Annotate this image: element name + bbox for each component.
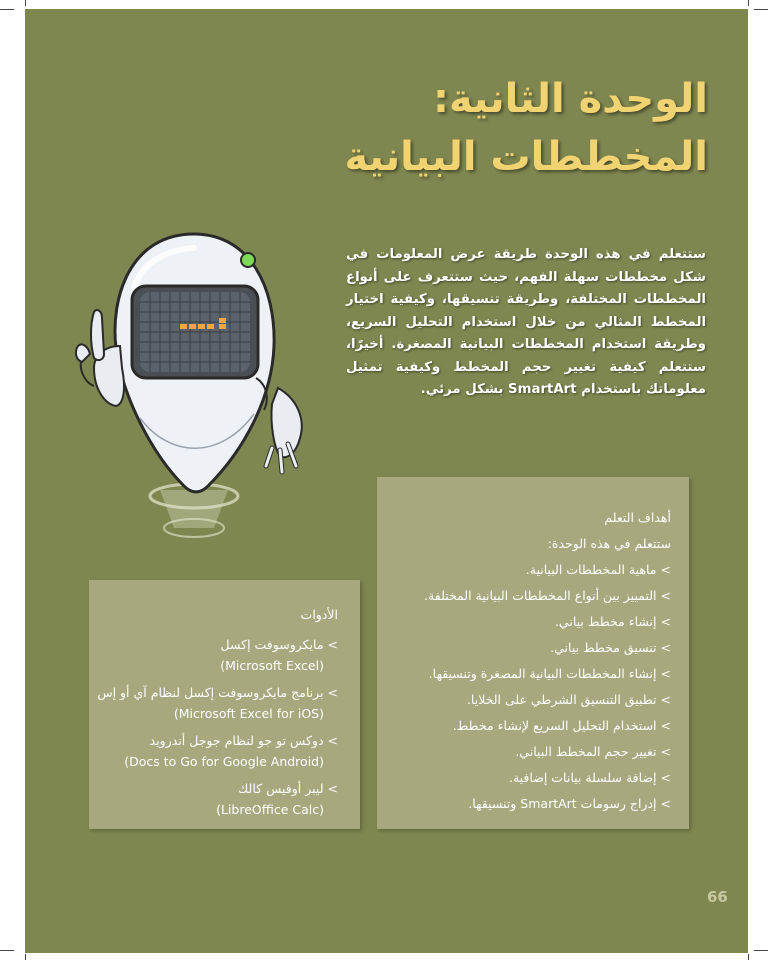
tool-name: مايكروسوفت إكسل bbox=[220, 637, 324, 652]
tool-item bbox=[89, 634, 338, 676]
crop-mark bbox=[754, 9, 768, 10]
crop-mark bbox=[748, 954, 749, 960]
bullet-marker: > bbox=[660, 770, 671, 785]
goal-item: >إدراج رسومات SmartArt وتنسيقها. bbox=[468, 796, 671, 811]
tool-item bbox=[89, 682, 338, 724]
crop-mark bbox=[754, 950, 768, 951]
tool-name-en: (Docs to Go for Google Android) bbox=[124, 754, 324, 769]
tools-list bbox=[89, 634, 338, 820]
tool-name: برنامج مايكروسوفت إكسل لنظام آي أو إس bbox=[97, 685, 324, 700]
goal-item: >إنشاء مخطط بياني. bbox=[554, 614, 671, 629]
tool-name-en: (Microsoft Excel) bbox=[220, 658, 324, 673]
bullet-marker: > bbox=[327, 733, 338, 748]
bullet-marker: > bbox=[660, 744, 671, 759]
goals-heading: أهداف التعلم bbox=[604, 510, 671, 525]
tool-item bbox=[89, 730, 338, 772]
bullet-marker: > bbox=[660, 562, 671, 577]
bullet-marker: > bbox=[327, 781, 338, 796]
bullet-marker: > bbox=[660, 796, 671, 811]
bullet-marker: > bbox=[660, 640, 671, 655]
goal-item: >تطبيق التنسيق الشرطي على الخلايا. bbox=[466, 692, 671, 707]
bullet-marker: > bbox=[327, 685, 338, 700]
page-number: 66 bbox=[707, 888, 728, 906]
tool-name: دوكس تو جو لنظام جوجل أندرويد bbox=[149, 733, 324, 748]
goal-item: >التمييز بين أنواع المخططات البيانية المختلفة. bbox=[424, 588, 671, 603]
goal-item: >إنشاء المخططات البيانية المصغرة وتنسيقها. bbox=[428, 666, 671, 681]
bullet-marker: > bbox=[660, 614, 671, 629]
goal-item: >تغيير حجم المخطط البياني. bbox=[515, 744, 671, 759]
crop-mark bbox=[25, 0, 26, 6]
tools-heading: الأدوات bbox=[300, 607, 338, 622]
bullet-marker: > bbox=[327, 637, 338, 652]
goal-item: >استخدام التحليل السريع لإنشاء مخطط. bbox=[452, 718, 671, 733]
bullet-marker: > bbox=[660, 588, 671, 603]
crop-mark bbox=[0, 9, 14, 10]
crop-mark bbox=[25, 954, 26, 960]
crop-mark bbox=[748, 0, 749, 6]
goal-item: >تنسيق مخطط بياني. bbox=[550, 640, 671, 655]
unit-title bbox=[108, 70, 708, 186]
tool-name-en: (LibreOffice Calc) bbox=[216, 802, 324, 817]
tools-box bbox=[89, 580, 360, 829]
goals-list bbox=[377, 557, 671, 817]
unit-title-line2: المخططات البيانية bbox=[344, 134, 708, 180]
goal-item: >إضافة سلسلة بيانات إضافية. bbox=[508, 770, 671, 785]
tool-name-en: (Microsoft Excel for iOS) bbox=[173, 706, 324, 721]
crop-mark bbox=[0, 950, 14, 951]
bullet-marker: > bbox=[660, 666, 671, 681]
tool-name: ليبر أوفيس كالك bbox=[238, 781, 324, 796]
intro-paragraph: ستتعلم في هذه الوحدة طريقة عرض المعلومات في شكل مخططات سهلة الفهم، حيث ستتعرف على أنواع المخططات المختلفة، وطريقة تنسيقها، وكيفية اختيار المخطط المثالي من خلال استخدام التحليل السريع، وطريقة استخدام المخططات البيانية المصغرة. أخيرًا، ستتعلم كيفية تغيير حجم المخطط وكيفية تمثيل معلوماتك باستخدام SmartArt بشكل مرئي. bbox=[346, 247, 706, 397]
bullet-marker: > bbox=[660, 718, 671, 733]
goals-subheading: ستتعلم في هذه الوحدة: bbox=[547, 536, 671, 551]
tool-item bbox=[89, 778, 338, 820]
goal-item: >ماهية المخططات البيانية. bbox=[525, 562, 671, 577]
unit-title-line1: الوحدة الثانية: bbox=[433, 76, 708, 122]
bullet-marker: > bbox=[660, 692, 671, 707]
robot-illustration bbox=[60, 228, 330, 548]
learning-goals-box bbox=[377, 477, 689, 829]
